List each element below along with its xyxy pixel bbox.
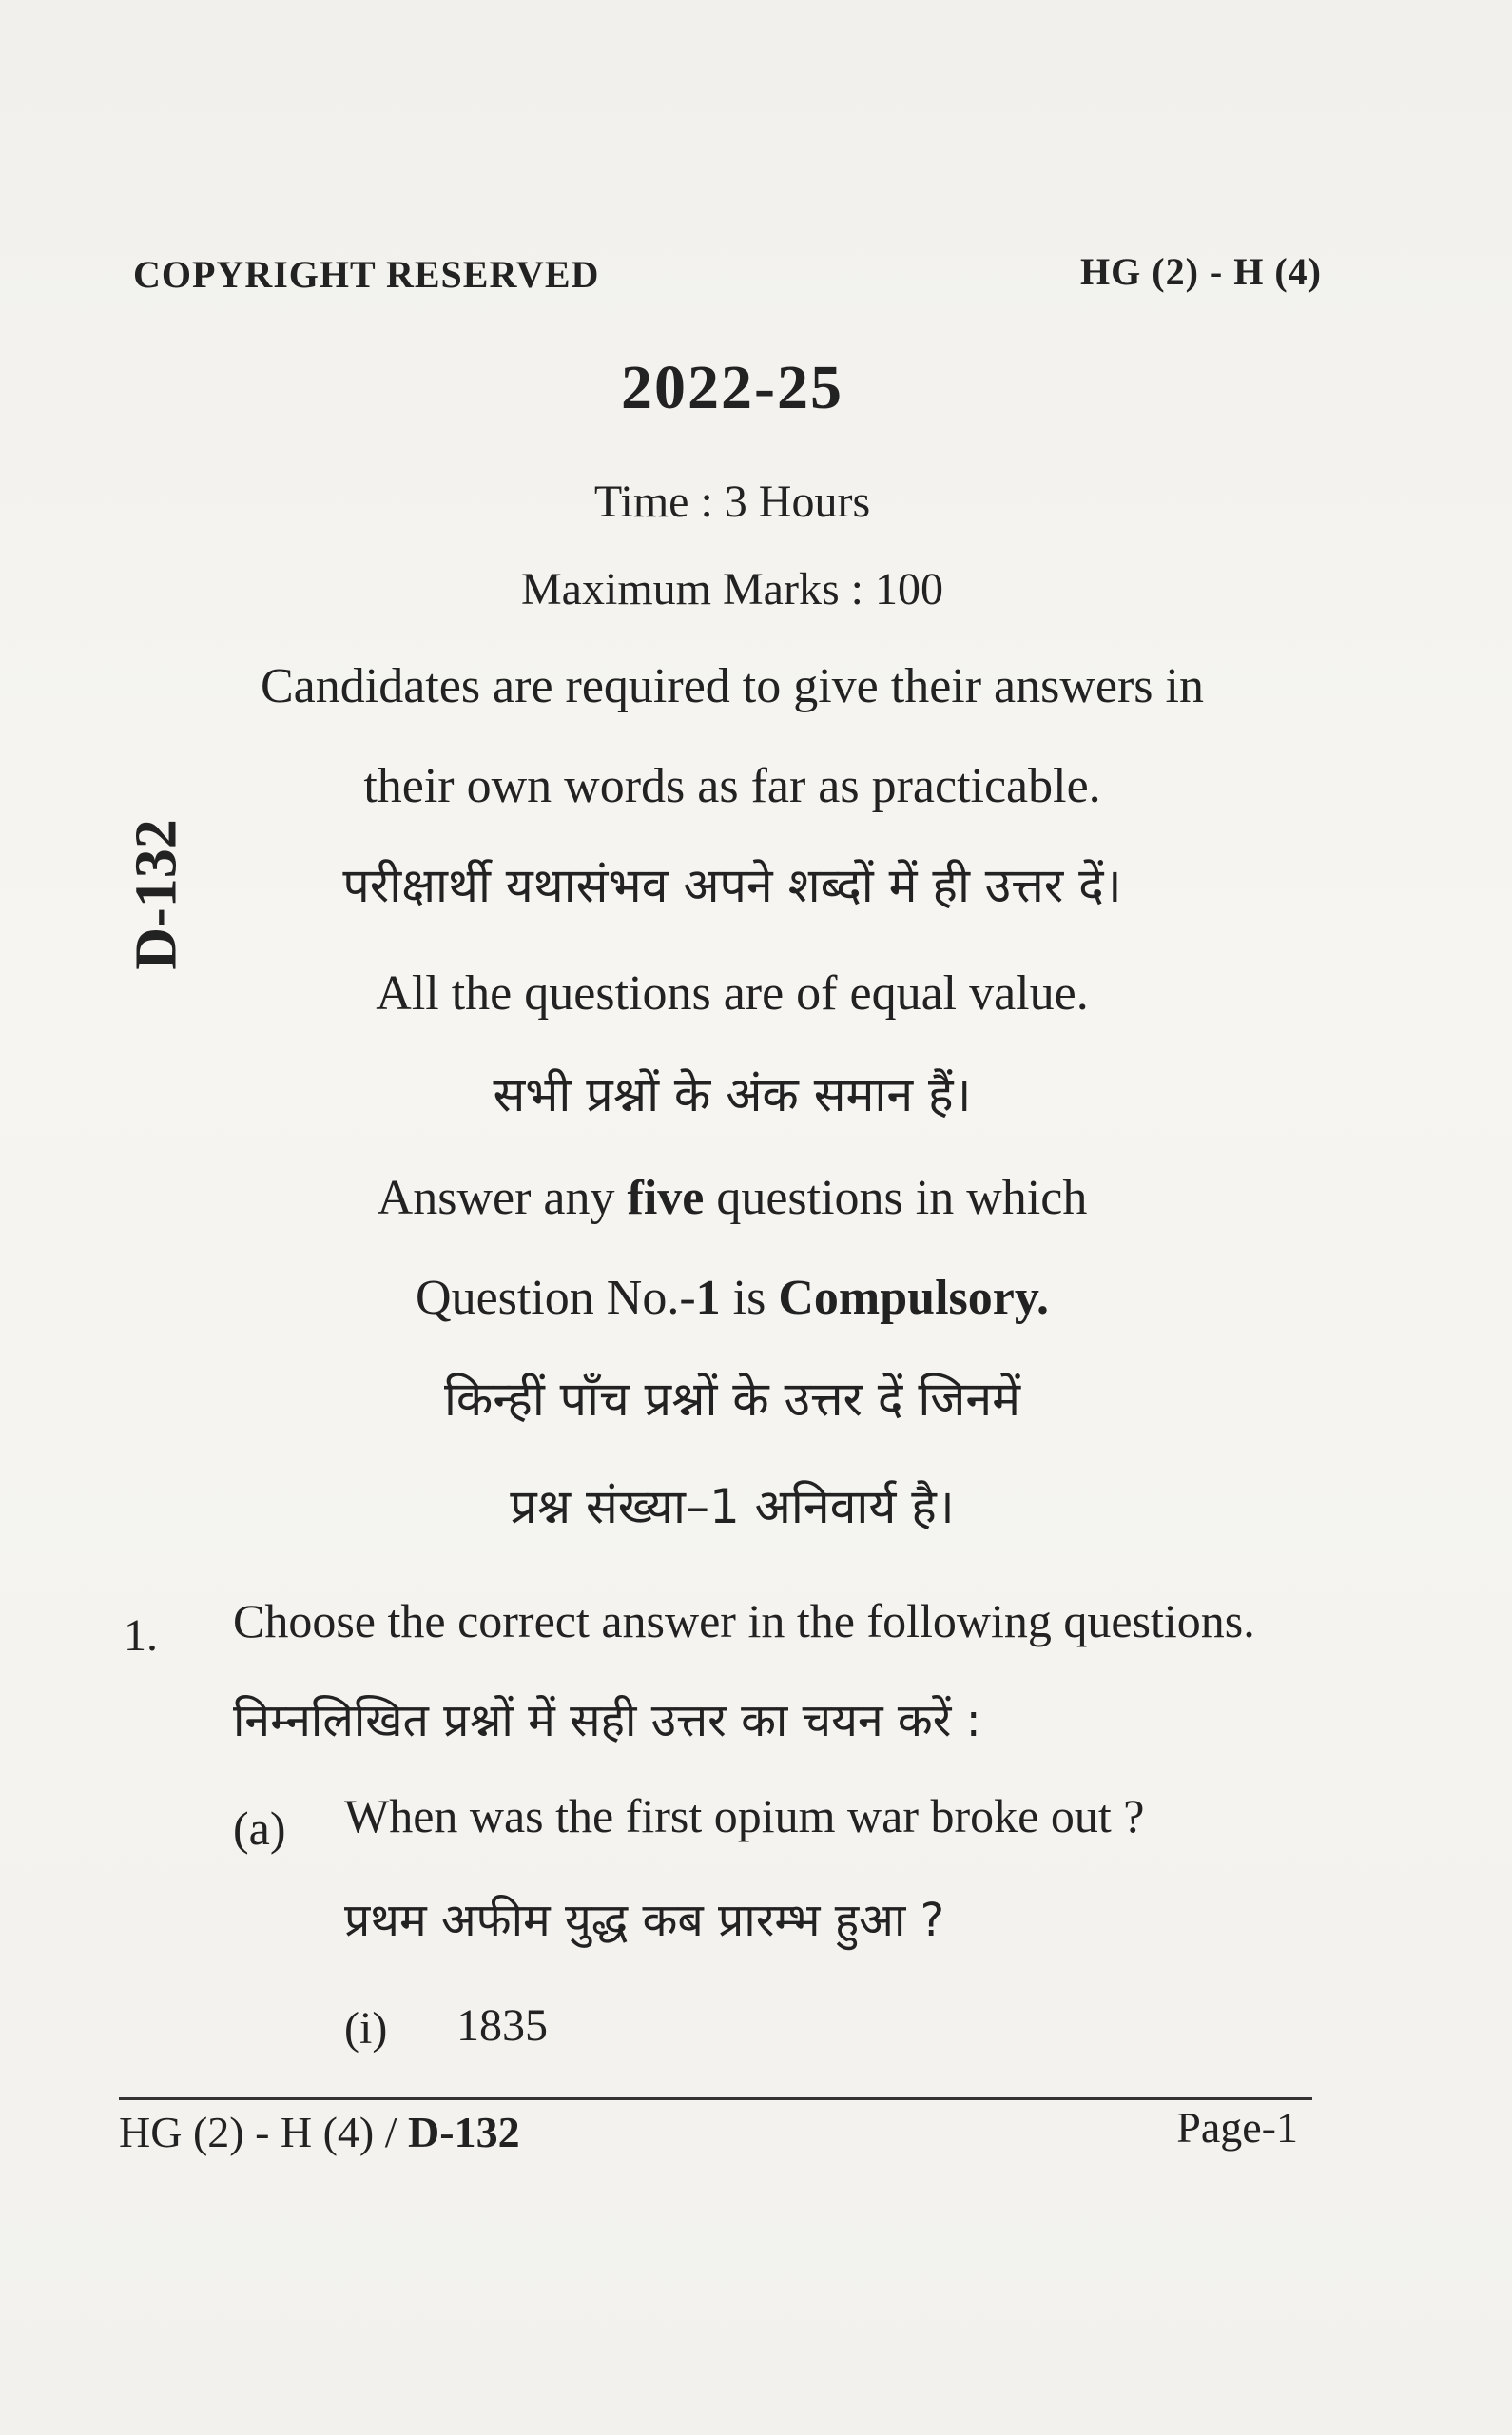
instruction-line-3-hindi: परीक्षार्थी यथासंभव अपने शब्दों में ही उत्तर दें। (342, 858, 1122, 913)
footer-paper-code (119, 2107, 520, 2157)
instruction-line-7-mid: is (720, 1271, 779, 1325)
sub-question-text-hindi: प्रथम अफीम युद्ध कब प्रारम्भ हुआ ? (344, 1894, 945, 1947)
question-text-hindi: निम्नलिखित प्रश्नों में सही उत्तर का चयन करें : (233, 1694, 981, 1747)
footer-divider (119, 2097, 1312, 2100)
instruction-line-7-bold1: 1 (695, 1271, 721, 1325)
maximum-marks: Maximum Marks : 100 (521, 564, 943, 614)
instruction-line-4: All the questions are of equal value. (376, 966, 1089, 1021)
option-value: 1835 (456, 2000, 548, 2051)
instruction-line-5-hindi: सभी प्रश्नों के अंक समान हैं। (493, 1067, 972, 1122)
instruction-line-6-bold: five (627, 1171, 705, 1225)
instruction-line-7-bold2: Compulsory. (778, 1271, 1049, 1325)
instruction-line-6 (133, 1170, 1331, 1226)
paper-code: HG (2) - H (4) (1080, 250, 1322, 293)
exam-year: 2022-25 (621, 353, 843, 422)
instruction-line-9-hindi: प्रश्न संख्या–1 अनिवार्य है। (510, 1479, 955, 1534)
footer-code-bold: D-132 (408, 2108, 520, 2156)
copyright-notice: COPYRIGHT RESERVED (133, 253, 600, 296)
instruction-line-2: their own words as far as practicable. (363, 759, 1101, 813)
footer-code-prefix: HG (2) - H (4) / (119, 2108, 409, 2156)
sub-question-label: (a) (233, 1802, 286, 1855)
side-paper-code: D-132 (124, 819, 189, 970)
instruction-line-7 (133, 1270, 1331, 1326)
question-number: 1. (124, 1610, 158, 1661)
instruction-line-6-pre: Answer any (377, 1171, 628, 1225)
sub-question-text: When was the first opium war broke out ? (344, 1789, 1145, 1842)
instruction-line-8-hindi: किन्हीं पाँच प्रश्नों के उत्तर दें जिनमें (443, 1372, 1021, 1427)
page-number: Page-1 (1176, 2103, 1298, 2152)
instruction-line-1: Candidates are required to give their answers in (261, 659, 1204, 713)
option-label: (i) (344, 2003, 388, 2054)
instruction-line-7-pre: Question No.- (416, 1271, 696, 1325)
exam-time: Time : 3 Hours (593, 477, 871, 527)
question-text: Choose the correct answer in the following questions. (233, 1594, 1255, 1647)
instruction-line-6-post: questions in which (704, 1171, 1088, 1225)
